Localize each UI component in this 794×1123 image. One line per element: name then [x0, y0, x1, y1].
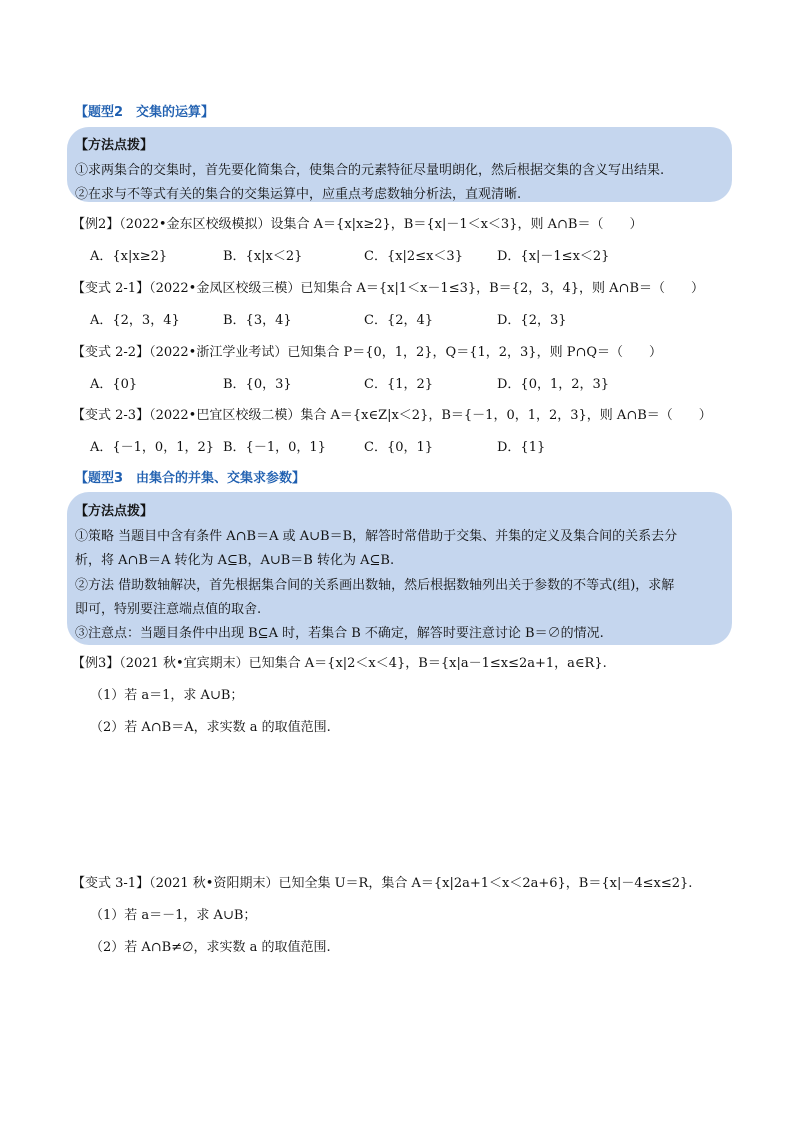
option-c: C．{x|2≤x＜3} — [364, 249, 463, 264]
example-3-stem: 【例3】（2021 秋•宜宾期末）已知集合 A＝{x|2＜x＜4}，B＝{x|a－1≤x≤2a+1，a∈R}. — [72, 656, 607, 671]
example-2-stem: 【例2】（2022•金东区校级模拟）设集合 A＝{x|x≥2}，B＝{x|－1＜x＜3}，则 A∩B＝（ ） — [72, 217, 643, 232]
option-b: B．{x|x＜2} — [223, 249, 303, 264]
method-tips-box-3 — [67, 492, 732, 645]
section-title-2: 【题型2 交集的运算】 — [75, 105, 215, 120]
tip-line: ①求两集合的交集时，首先要化简集合，使集合的元素特征尽量明朗化，然后根据交集的含义写出结果. — [75, 163, 665, 178]
variant-3-1-part-1: （1）若 a＝－1，求 A∪B； — [90, 908, 257, 923]
option-a: A．{0} — [90, 377, 138, 392]
option-c: C．{2，4} — [364, 313, 434, 328]
tip-line: ③注意点：当题目条件中出现 B⊆A 时，若集合 B 不确定，解答时要注意讨论 B＝∅的情况. — [75, 626, 604, 641]
option-a: A．{x|x≥2} — [90, 249, 168, 264]
example-3-part-1: （1）若 a＝1，求 A∪B； — [90, 688, 244, 703]
method-tips-box-2 — [67, 127, 732, 202]
tips-title: 【方法点拨】 — [75, 138, 154, 153]
option-b: B．{0，3} — [223, 377, 292, 392]
option-b: B．{－1，0，1} — [223, 440, 326, 455]
option-c: C．{0，1} — [364, 440, 434, 455]
option-d: D．{2，3} — [497, 313, 567, 328]
section-title-3: 【题型3 由集合的并集、交集求参数】 — [75, 471, 306, 486]
option-d: D．{1} — [497, 440, 546, 455]
tip-line: ②在求与不等式有关的集合的交集运算中，应重点考虑数轴分析法，直观清晰. — [75, 187, 522, 202]
variant-2-3-stem: 【变式 2-3】（2022•巴宜区校级二模）集合 A＝{x∈Z|x＜2}，B＝{－1，0，1，2，3}，则 A∩B＝（ ） — [72, 408, 712, 423]
option-a: A．{－1，0，1，2} — [90, 440, 215, 455]
tip-line: ②方法 借助数轴解决，首先根据集合间的关系画出数轴，然后根据数轴列出关于参数的不等式(组)，求解 — [75, 578, 675, 593]
option-b: B．{3，4} — [223, 313, 292, 328]
tip-line: 析，将 A∩B＝A 转化为 A⊆B，A∪B＝B 转化为 A⊆B. — [75, 553, 395, 568]
variant-3-1-stem: 【变式 3-1】（2021 秋•资阳期末）已知全集 U＝R，集合 A＝{x|2a+1＜x＜2a+6}，B＝{x|－4≤x≤2}. — [72, 876, 693, 891]
tip-line: 即可，特别要注意端点值的取舍. — [75, 602, 262, 617]
option-c: C．{1，2} — [364, 377, 434, 392]
option-a: A．{2，3，4} — [90, 313, 180, 328]
variant-2-1-stem: 【变式 2-1】（2022•金凤区校级三模）已知集合 A＝{x|1＜x－1≤3}，B＝{2，3，4}，则 A∩B＝（ ） — [72, 281, 705, 296]
tip-line: ①策略 当题目中含有条件 A∩B＝A 或 A∪B＝B，解答时常借助于交集、并集的定义及集合间的关系去分 — [75, 529, 678, 544]
option-d: D．{0，1，2，3} — [497, 377, 610, 392]
variant-2-2-stem: 【变式 2-2】（2022•浙江学业考试）已知集合 P＝{0，1，2}，Q＝{1，2，3}，则 P∩Q＝（ ） — [72, 345, 662, 360]
example-3-part-2: （2）若 A∩B＝A，求实数 a 的取值范围. — [90, 720, 331, 735]
option-d: D．{x|－1≤x＜2} — [497, 249, 610, 264]
variant-3-1-part-2: （2）若 A∩B≠∅，求实数 a 的取值范围. — [90, 940, 331, 955]
tips-title: 【方法点拨】 — [75, 504, 154, 519]
